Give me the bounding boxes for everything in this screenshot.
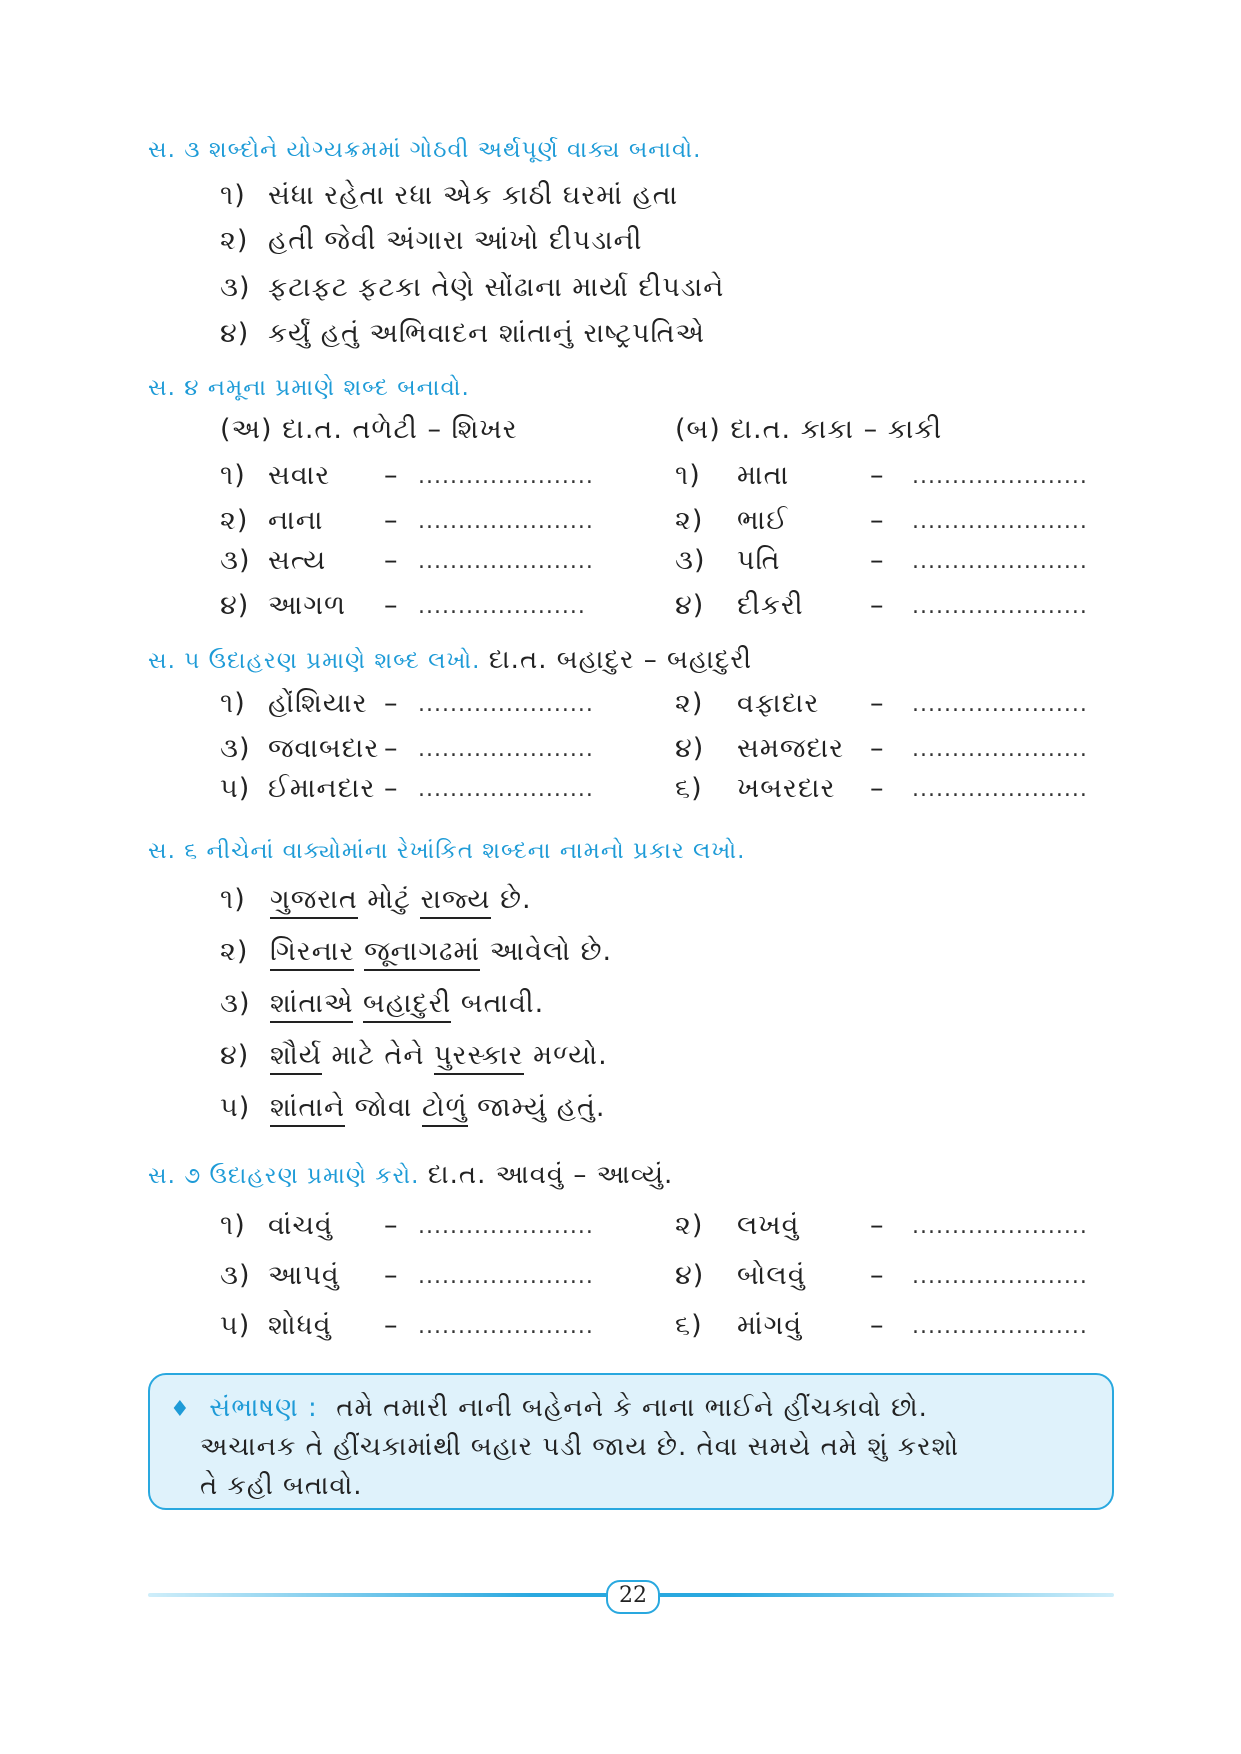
q4-right-blank-1[interactable]: ......................: [912, 464, 1088, 489]
q7-left-dash-1: –: [384, 1210, 398, 1241]
q3-item-3: ૩) ફટાફટ ફટકા તેણે સોંઢાના માર્યા દીપડાને: [220, 272, 725, 303]
conversation-line-3: તે કહી બતાવો.: [200, 1471, 363, 1501]
q5-right-blank-2[interactable]: ......................: [912, 737, 1088, 762]
q4-left-item-2: ૨) નાના: [220, 505, 324, 536]
q6-underlined-3a: શાંતાએ: [270, 988, 353, 1023]
q7-right-item-3: ૬) માંગવું: [675, 1310, 803, 1341]
q4-left-item-3: ૩) સત્ય: [220, 545, 327, 576]
q7-right-item-1: ૨) લખવું: [675, 1210, 800, 1241]
q7-example: દા.ત. આવવું – આવ્યું.: [427, 1160, 674, 1190]
q4-right-item-4: ૪) દીકરી: [675, 590, 804, 621]
q5-right-dash-3: –: [870, 773, 884, 804]
q6-underlined-1b: રાજ્ય: [420, 884, 490, 919]
q4-right-dash-4: –: [870, 590, 884, 621]
q4-left-blank-1[interactable]: ......................: [418, 464, 594, 489]
q7-left-blank-3[interactable]: ......................: [418, 1314, 594, 1339]
q7-left-item-1: ૧) વાંચવું: [220, 1210, 333, 1241]
diamond-bullet-icon: ♦: [170, 1397, 191, 1422]
q5-right-blank-1[interactable]: ......................: [912, 692, 1088, 717]
q4-left-item-4: ૪) આગળ: [220, 590, 347, 621]
q5-left-dash-1: –: [384, 688, 398, 719]
q6-item-4: ૪) શૌર્ય માટે તેને પુરસ્કાર મળ્યો.: [220, 1040, 608, 1072]
q5-left-blank-3[interactable]: ......................: [418, 777, 594, 802]
q5-left-dash-2: –: [384, 733, 398, 764]
q4-left-dash-2: –: [384, 505, 398, 536]
q3-item-2: ૨) હતી જેવી અંગારા આંખો દીપડાની: [220, 225, 643, 256]
q4-left-dash-4: –: [384, 590, 398, 621]
q4-right-blank-3[interactable]: ......................: [912, 549, 1088, 574]
q7-title-text: સ. ૭ ઉદાહરણ પ્રમાણે કરો.: [148, 1163, 420, 1189]
q5-right-item-2: ૪) સમજદાર: [675, 733, 845, 764]
question-3-title: સ. ૩ શબ્દોને યોગ્યક્રમમાં ગોઠવી અર્થપૂર્ણ વાક્ય બનાવો.: [148, 137, 702, 163]
q4-left-blank-2[interactable]: ......................: [418, 509, 594, 534]
q4-right-item-2: ૨) ભાઈ: [675, 505, 789, 536]
conversation-line-1: ♦ સંભાષણ : તમે તમારી નાની બહેનને કે નાના ભાઈને હીંચકાવો છો.: [170, 1393, 928, 1423]
page-number: 22: [606, 1580, 660, 1614]
q7-right-blank-1[interactable]: ......................: [912, 1214, 1088, 1239]
q6-underlined-2a: ગિરનાર: [270, 936, 354, 971]
q7-right-item-2: ૪) બોલવું: [675, 1260, 806, 1291]
q5-left-item-2: ૩) જવાબદાર: [220, 733, 380, 764]
conversation-heading: સંભાષણ :: [209, 1393, 318, 1423]
q4-left-dash-1: –: [384, 460, 398, 491]
q5-title-text: સ. ૫ ઉદાહરણ પ્રમાણે શબ્દ લખો.: [148, 648, 481, 674]
q4-left-blank-4[interactable]: .....................: [418, 594, 586, 619]
question-7-title: [148, 1160, 673, 1191]
q6-underlined-5b: ટોળું: [422, 1092, 468, 1127]
q4-right-dash-3: –: [870, 545, 884, 576]
q6-underlined-3b: બહાદુરી: [363, 988, 451, 1023]
q5-right-dash-2: –: [870, 733, 884, 764]
q7-right-blank-2[interactable]: ......................: [912, 1264, 1088, 1289]
q5-left-item-3: ૫) ઈમાનદાર: [220, 773, 376, 804]
question-4-title: સ. ૪ નમૂના પ્રમાણે શબ્દ બનાવો.: [148, 375, 470, 401]
q4-example-right: (બ) દા.ત. કાકા – કાકી: [675, 414, 943, 445]
q7-left-dash-3: –: [384, 1310, 398, 1341]
q4-example-left: (અ) દા.ત. તળેટી – શિખર: [220, 414, 518, 445]
q7-left-blank-2[interactable]: ......................: [418, 1264, 594, 1289]
q4-right-blank-2[interactable]: ......................: [912, 509, 1088, 534]
q7-right-dash-3: –: [870, 1310, 884, 1341]
q7-right-dash-1: –: [870, 1210, 884, 1241]
q6-item-1: ૧) ગુજરાત મોટું રાજ્ય છે.: [220, 884, 532, 916]
q6-underlined-4b: પુરસ્કાર: [434, 1040, 523, 1075]
q4-left-item-1: ૧) સવાર: [220, 460, 331, 491]
q4-right-dash-1: –: [870, 460, 884, 491]
q3-item-1: ૧) સંધા રહેતા રધા એક કાઠી ઘરમાં હતા: [220, 180, 679, 211]
q4-right-item-3: ૩) પતિ: [675, 545, 781, 576]
conversation-line-2: અચાનક તે હીંચકામાંથી બહાર પડી જાય છે. તેવા સમયે તમે શું કરશો: [200, 1432, 960, 1462]
q7-left-blank-1[interactable]: ......................: [418, 1214, 594, 1239]
q5-left-dash-3: –: [384, 773, 398, 804]
q7-left-item-2: ૩) આપવું: [220, 1260, 340, 1291]
q4-left-dash-3: –: [384, 545, 398, 576]
q3-item-4: ૪) કર્યું હતું અભિવાદન શાંતાનું રાષ્ટ્રપતિએ: [220, 318, 705, 349]
q6-underlined-1a: ગુજરાત: [270, 884, 358, 919]
q7-left-dash-2: –: [384, 1260, 398, 1291]
q4-right-blank-4[interactable]: ......................: [912, 594, 1088, 619]
q6-item-2: ૨) ગિરનાર જૂનાગઢમાં આવેલો છે.: [220, 936, 612, 968]
q5-right-blank-3[interactable]: ......................: [912, 777, 1088, 802]
q5-right-item-1: ૨) વફાદાર: [675, 688, 820, 719]
q5-left-blank-1[interactable]: ......................: [418, 692, 594, 717]
q7-left-item-3: ૫) શોધવું: [220, 1310, 332, 1341]
conversation-box: [148, 1373, 1114, 1510]
q5-left-blank-2[interactable]: ......................: [418, 737, 594, 762]
q6-underlined-4a: શૌર્ય: [270, 1040, 322, 1075]
q6-underlined-2b: જૂનાગઢમાં: [364, 936, 480, 971]
q6-item-3: ૩) શાંતાએ બહાદુરી બતાવી.: [220, 988, 544, 1020]
q6-underlined-5a: શાંતાને: [270, 1092, 345, 1127]
q5-left-item-1: ૧) હોંશિયાર: [220, 688, 368, 719]
q7-right-blank-3[interactable]: ......................: [912, 1314, 1088, 1339]
q4-right-item-1: ૧) માતા: [675, 460, 790, 491]
question-5-title: [148, 645, 752, 676]
q7-right-dash-2: –: [870, 1260, 884, 1291]
q5-right-item-3: ૬) ખબરદાર: [675, 773, 836, 804]
q6-item-5: ૫) શાંતાને જોવા ટોળું જામ્યું હતું.: [220, 1092, 605, 1124]
q5-right-dash-1: –: [870, 688, 884, 719]
question-6-title: સ. ૬ નીચેનાં વાક્યોમાંના રેખાંકિત શબ્દના નામનો પ્રકાર લખો.: [148, 838, 746, 864]
q5-example: દા.ત. બહાદુર – બહાદુરી: [488, 645, 753, 675]
q4-right-dash-2: –: [870, 505, 884, 536]
q4-left-blank-3[interactable]: ......................: [418, 549, 594, 574]
